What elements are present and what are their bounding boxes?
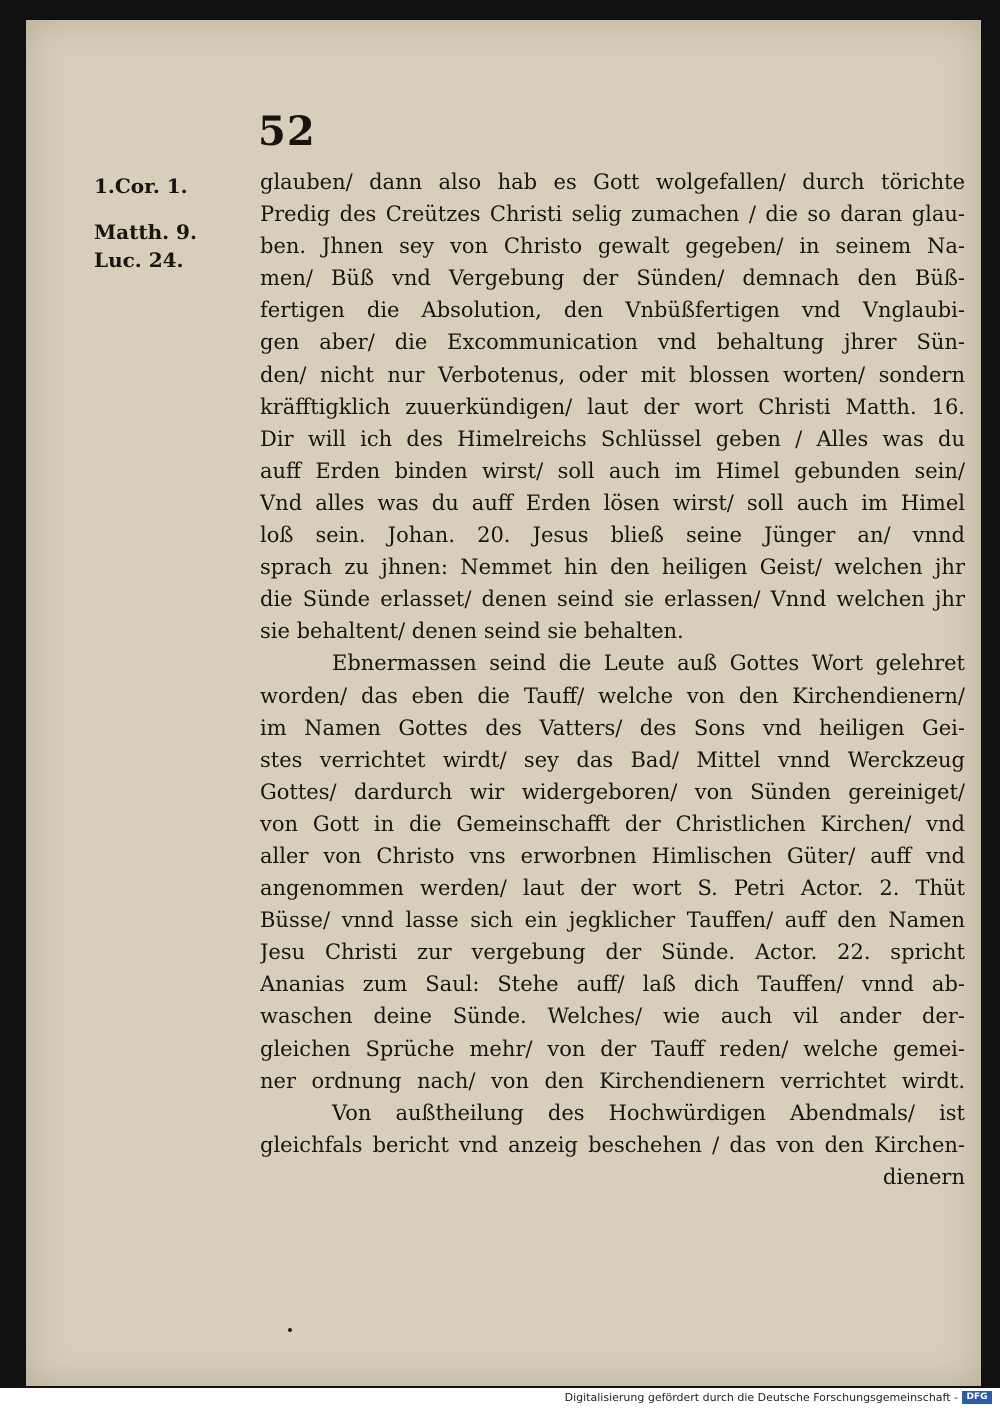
- page-number: 52: [258, 108, 316, 155]
- text-line: sie behaltent/ denen seind sie behalten.: [260, 619, 684, 644]
- text-line: Vnd alles was du auff Erden lösen wirst/ soll auch im Himel: [260, 490, 965, 515]
- text-line: Von außtheilung des Hochwürdigen Abendmals/ ist: [332, 1100, 965, 1125]
- text-line: Büsse/ vnnd lasse sich ein jegklicher Tauffen/ auff den Namen: [260, 908, 965, 933]
- text-line: gleichen Sprüche mehr/ von der Tauff reden/ welche gemei-: [260, 1036, 965, 1061]
- text-line: auff Erden binden wirst/ soll auch im Himel gebunden sein/: [260, 458, 965, 483]
- text-line: worden/ das eben die Tauff/ welche von den Kirchendienern/: [260, 683, 965, 708]
- text-line: von Gott in die Gemeinschafft der Christlichen Kirchen/ vnd: [260, 811, 965, 836]
- text-line: kräfftigklich zuuerkündigen/ laut der wort Christi Matth. 16.: [260, 394, 965, 419]
- text-line: Gottes/ dardurch wir widergeboren/ von Sünden gereiniget/: [260, 779, 965, 804]
- text-line: gen aber/ die Excommunication vnd behaltung jhrer Sün-: [260, 330, 965, 355]
- margin-note: Luc. 24.: [94, 248, 184, 272]
- text-line: ner ordnung nach/ von den Kirchendienern verrichtet wirdt.: [260, 1068, 965, 1093]
- catchword: dienern: [882, 1164, 965, 1189]
- text-line: Jesu Christi zur vergebung der Sünde. Actor. 22. spricht: [260, 940, 965, 965]
- text-line: Ebnermassen seind die Leute auß Gottes Wort gelehret: [332, 651, 965, 676]
- text-line: im Namen Gottes des Vatters/ des Sons vnd heiligen Gei-: [260, 715, 965, 740]
- text-line: aller von Christo vns erworbnen Himlischen Güter/ auff vnd: [260, 843, 965, 868]
- text-line: loß sein. Johan. 20. Jesus bließ seine Jünger an/ vnnd: [260, 523, 965, 548]
- text-line: waschen deine Sünde. Welches/ wie auch vil ander der-: [260, 1004, 965, 1029]
- text-line: fertigen die Absolution, den Vnbüßfertigen vnd Vnglaubi-: [260, 298, 965, 323]
- text-line: ben. Jhnen sey von Christo gewalt gegeben/ in seinem Na-: [260, 234, 965, 259]
- text-line: angenommen werden/ laut der wort S. Petri Actor. 2. Thüt: [260, 876, 965, 901]
- text-line: Ananias zum Saul: Stehe auff/ laß dich Tauffen/ vnnd ab-: [260, 972, 965, 997]
- footer-bar: [0, 1388, 1000, 1408]
- body-text: [260, 166, 965, 1193]
- text-line: sprach zu jhnen: Nemmet hin den heiligen Geist/ welchen jhr: [260, 555, 965, 580]
- text-line: Predig des Creützes Christi selig zumachen / die so daran glau-: [260, 202, 965, 227]
- text-line: den/ nicht nur Verbotenus, oder mit blossen worten/ sondern: [260, 362, 965, 387]
- text-line: gleichfals bericht vnd anzeig beschehen / das von den Kirchen-: [260, 1132, 965, 1157]
- text-line: Dir will ich des Himelreichs Schlüssel geben / Alles was du: [260, 426, 965, 451]
- funding-credit: Digitalisierung gefördert durch die Deutsche Forschungsgemeinschaft -: [564, 1391, 958, 1404]
- ink-spot: [288, 1328, 292, 1332]
- dfg-logo: DFG: [962, 1391, 992, 1404]
- text-line: stes verrichtet wirdt/ sey das Bad/ Mittel vnnd Werckzeug: [260, 747, 965, 772]
- text-line: men/ Büß vnd Vergebung der Sünden/ demnach den Büß-: [260, 266, 965, 291]
- text-line: glauben/ dann also hab es Gott wolgefallen/ durch törichte: [260, 170, 965, 194]
- text-line: die Sünde erlasset/ denen seind sie erlassen/ Vnnd welchen jhr: [260, 587, 965, 612]
- margin-notes: [94, 172, 244, 274]
- margin-note: 1.Cor. 1.: [94, 174, 188, 198]
- margin-note: Matth. 9.: [94, 220, 197, 244]
- book-page: [26, 20, 981, 1386]
